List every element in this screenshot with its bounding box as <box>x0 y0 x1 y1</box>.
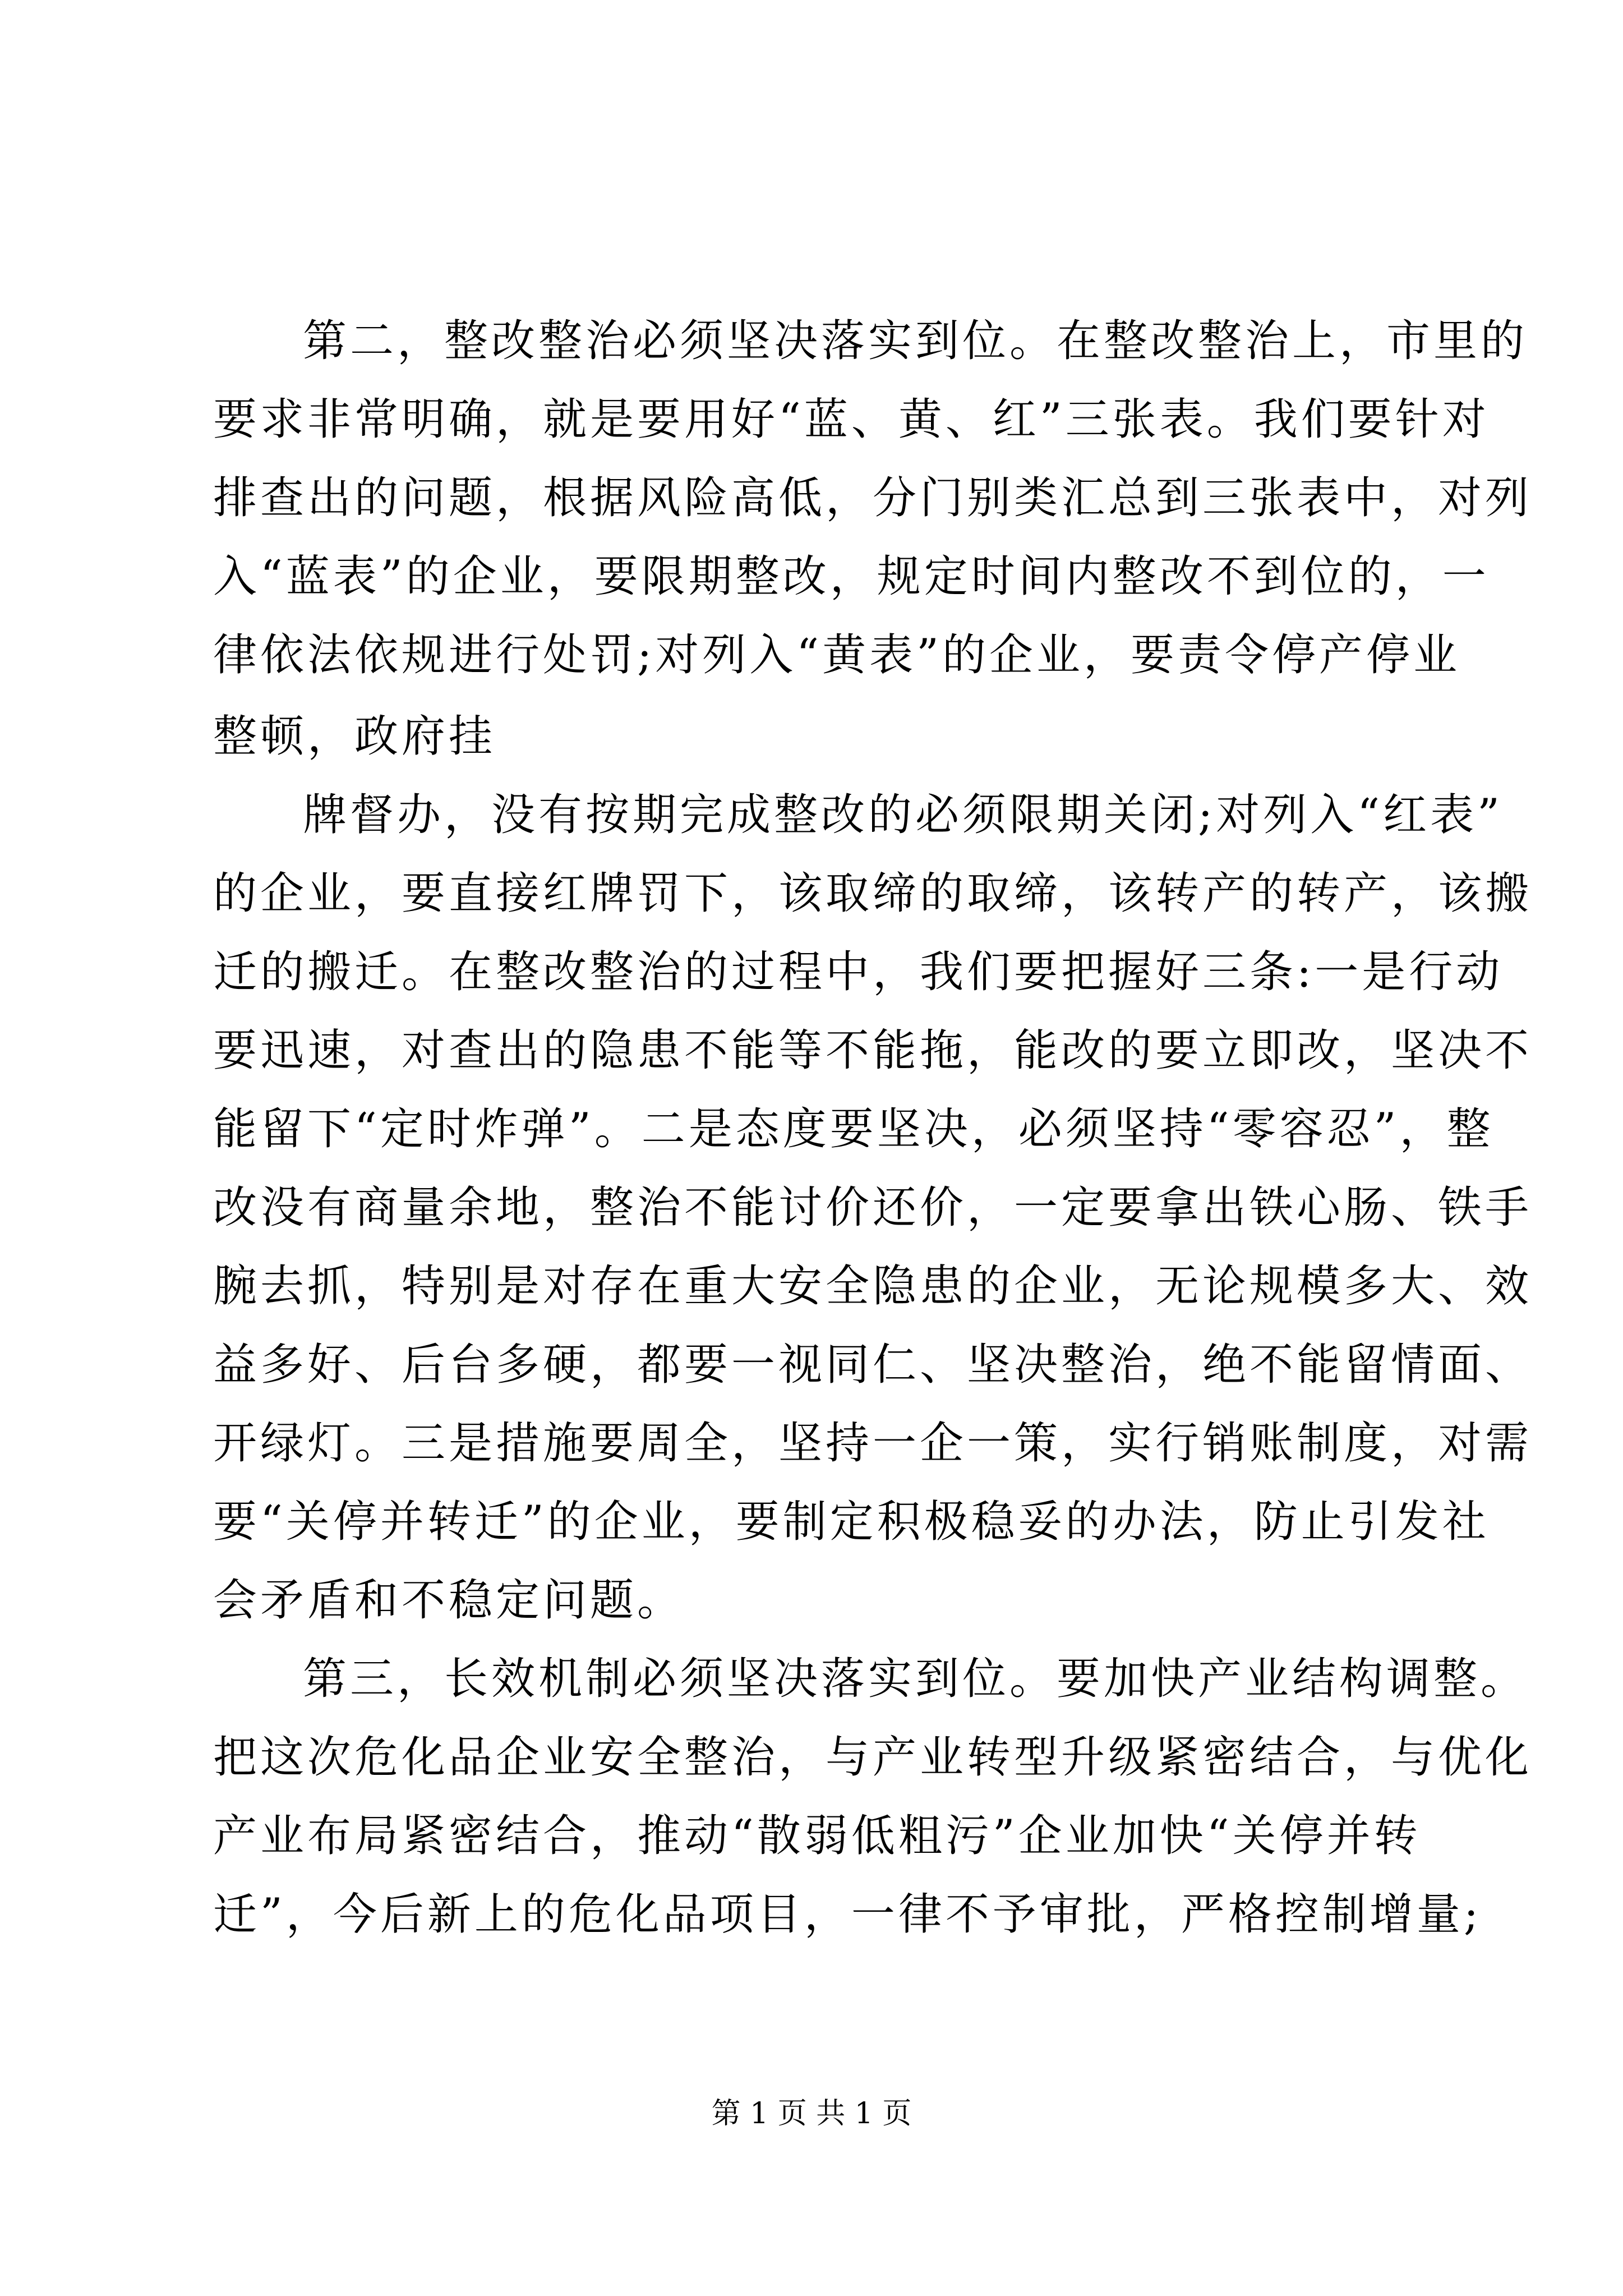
text-line: 把这次危化品企业安全整治，与产业转型升级紧密结合，与优化 <box>213 1732 1533 1783</box>
text-line: 能留下“定时炸弹”。二是态度要坚决，必须坚持“零容忍”，整 <box>213 1104 1494 1154</box>
text-line: 排查出的问题，根据风险高低，分门别类汇总到三张表中，对列 <box>213 473 1533 523</box>
text-line: 入“蓝表”的企业，要限期整改，规定时间内整改不到位的，一 <box>213 551 1490 602</box>
text-line: 迁”，今后新上的危化品项目，一律不予审批，严格控制增量; <box>213 1889 1482 1940</box>
text-line: 开绿灯。三是措施要周全，坚持一企一策，实行销账制度，对需 <box>213 1418 1533 1469</box>
text-line: 整顿，政府挂 <box>213 711 496 762</box>
text-line: 益多好、后台多硬，都要一视同仁、坚决整治，绝不能留情面、 <box>213 1340 1533 1390</box>
text-line: 要迅速，对查出的隐患不能等不能拖，能改的要立即改，坚决不 <box>213 1025 1533 1076</box>
text-line: 会矛盾和不稳定问题。 <box>213 1575 685 1626</box>
text-line: 要求非常明确，就是要用好“蓝、黄、红”三张表。我们要针对 <box>213 394 1490 445</box>
text-line: 产业布局紧密结合，推动“散弱低粗污”企业加快“关停并转 <box>213 1811 1421 1861</box>
text-line: 的企业，要直接红牌罚下，该取缔的取缔，该转产的转产，该搬 <box>213 868 1533 919</box>
text-line: 律依法依规进行处罚;对列入“黄表”的企业，要责令停产停业 <box>213 630 1461 680</box>
text-line: 迁的搬迁。在整改整治的过程中，我们要把握好三条:一是行动 <box>213 947 1504 997</box>
text-line: 腕去抓，特别是对存在重大安全隐患的企业，无论规模多大、效 <box>213 1261 1533 1312</box>
text-line: 改没有商量余地，整治不能讨价还价，一定要拿出铁心肠、铁手 <box>213 1182 1533 1233</box>
page-footer: 第 1 页 共 1 页 <box>711 2097 912 2131</box>
text-line: 牌督办，没有按期完成整改的必须限期关闭;对列入“红表” <box>303 790 1504 840</box>
text-line: 要“关停并转迁”的企业，要制定积极稳妥的办法，防止引发社 <box>213 1497 1490 1547</box>
text-line: 第三，长效机制必须坚决落实到位。要加快产业结构调整。 <box>303 1654 1528 1704</box>
text-line: 第二，整改整治必须坚决落实到位。在整改整治上，市里的 <box>303 316 1528 366</box>
